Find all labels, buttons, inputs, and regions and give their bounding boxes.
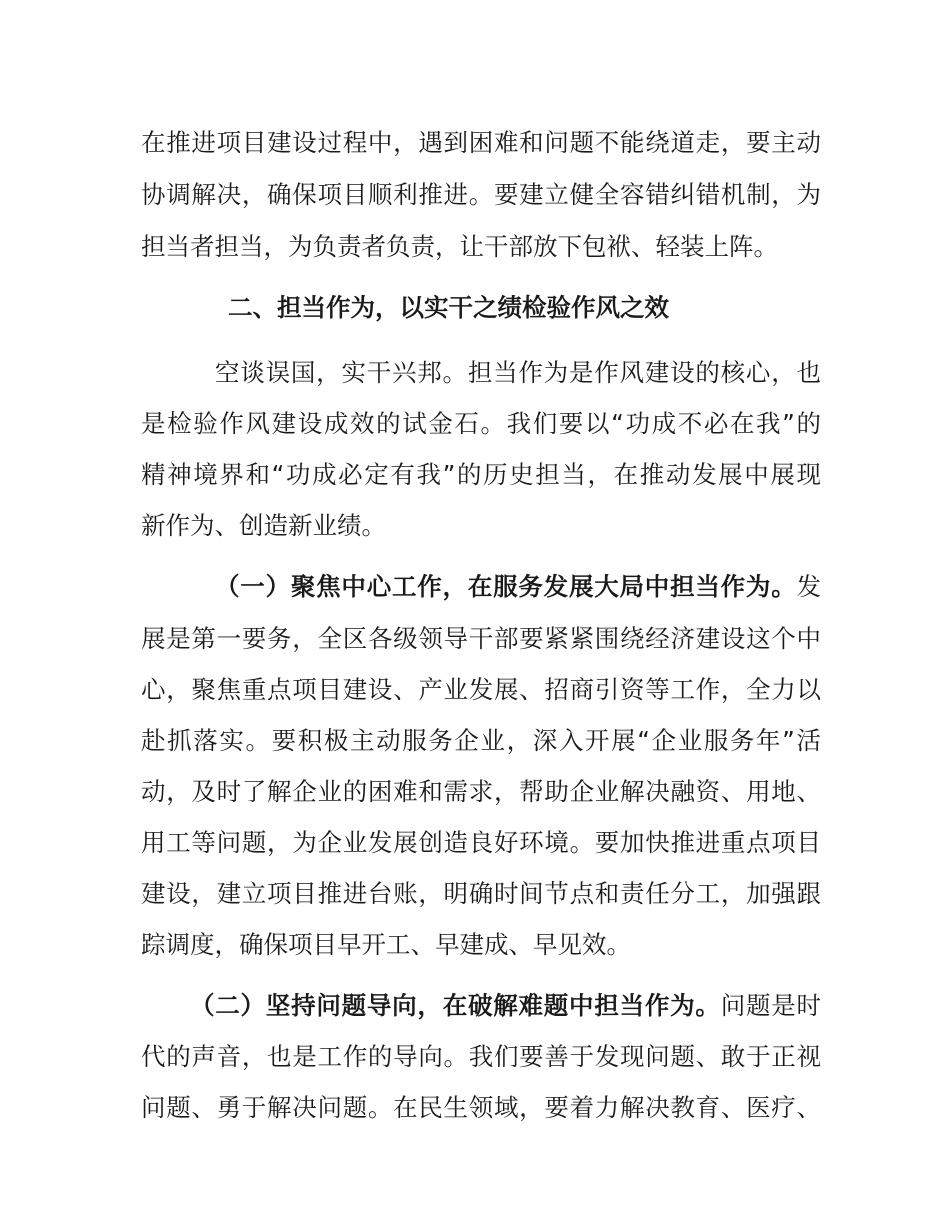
- section1-line-7: 建设，建立项目推进台账，明确时间节点和责任分工，加强跟: [141, 879, 821, 908]
- section1-first-rest: 发: [796, 572, 821, 601]
- section-heading: 二、担当作为，以实干之绩检验作风之效: [228, 293, 669, 322]
- section2-line-2: 代的声音，也是工作的导向。我们要善于发现问题、敢于正视: [141, 1042, 821, 1071]
- section2-first-rest: 问题是时: [720, 991, 821, 1020]
- para2-line-4: 新作为、创造新业绩。: [141, 511, 386, 540]
- section1-line-3: 心，聚焦重点项目建设、产业发展、招商引资等工作，全力以: [141, 675, 821, 704]
- para1-line-1: 在推进项目建设过程中，遇到困难和问题不能绕道走，要主动: [141, 128, 821, 157]
- section1-title: （一）聚焦中心工作，在服务发展大局中担当作为。: [215, 572, 797, 601]
- section1-line-5: 动，及时了解企业的困难和需求，帮助企业解决融资、用地、: [141, 777, 821, 806]
- para2-line-2: 是检验作风建设成效的试金石。我们要以“功成不必在我”的: [141, 409, 821, 438]
- para2-line-1: 空谈误国，实干兴邦。担当作为是作风建设的核心，也: [215, 358, 821, 387]
- section1-line-6: 用工等问题，为企业发展创造良好环境。要加快推进重点项目: [141, 828, 821, 857]
- section1-line-4: 赴抓落实。要积极主动服务企业，深入开展“企业服务年”活: [141, 726, 821, 755]
- section2-line-1: [190, 991, 821, 1021]
- para1-line-2: 协调解决，确保项目顺利推进。要建立健全容错纠错机制，为: [141, 180, 821, 209]
- section2-line-3: 问题、勇于解决问题。在民生领域，要着力解决教育、医疗、: [141, 1093, 821, 1122]
- section1-line-2: 展是第一要务，全区各级领导干部要紧紧围绕经济建设这个中: [141, 624, 821, 653]
- section1-line-1: [215, 572, 821, 602]
- section1-line-8: 踪调度，确保项目早开工、早建成、早见效。: [141, 930, 631, 959]
- para2-line-3: 精神境界和“功成必定有我”的历史担当，在推动发展中展现: [141, 460, 821, 489]
- section2-title: （二）坚持问题导向，在破解难题中担当作为。: [190, 991, 721, 1020]
- para1-line-3: 担当者担当，为负责者负责，让干部放下包袱、轻装上阵。: [141, 232, 778, 261]
